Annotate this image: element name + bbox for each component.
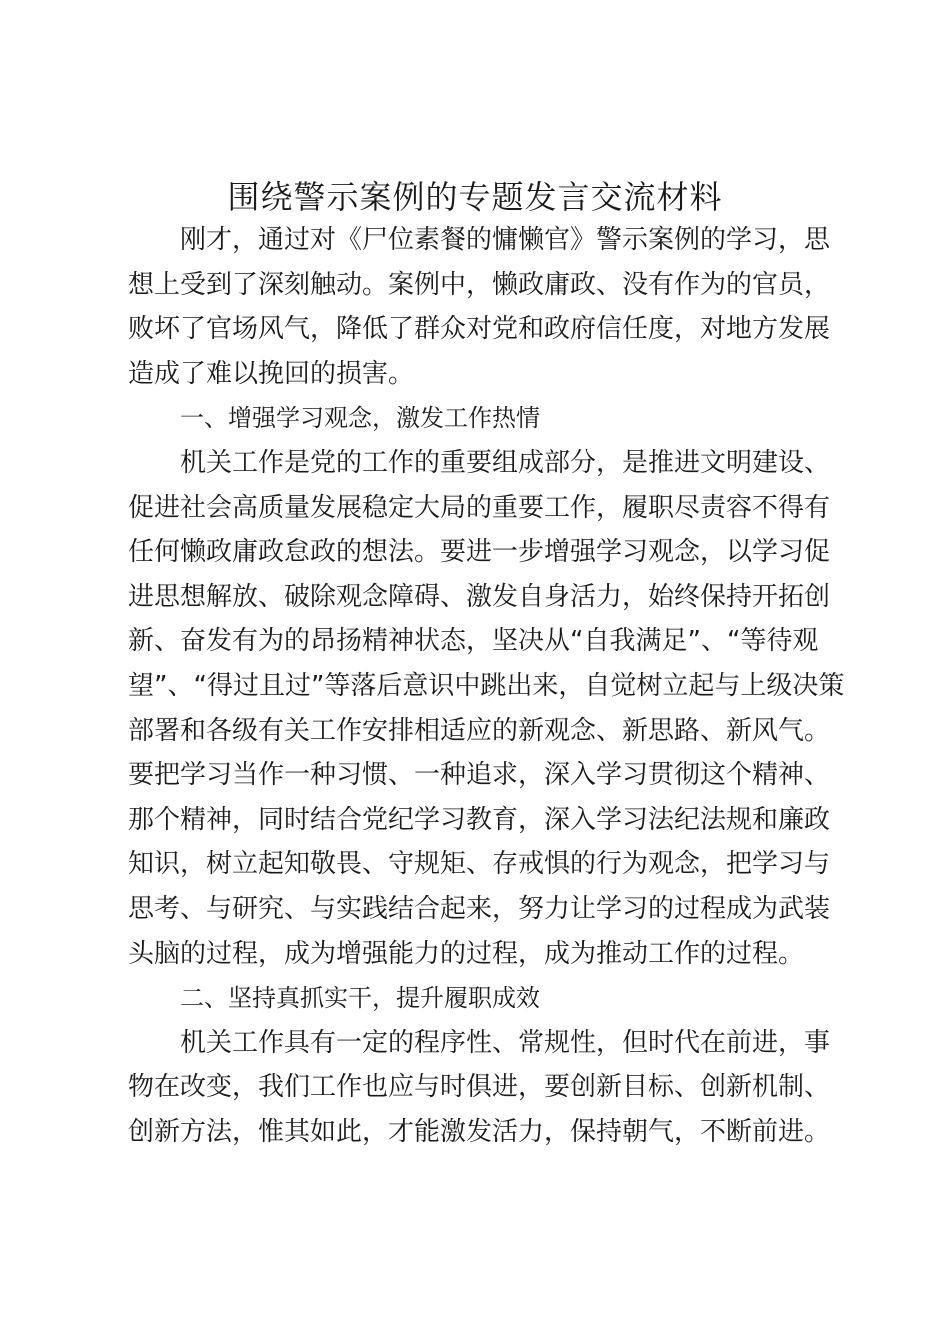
paragraph-line: 头脑的过程，成为增强能力的过程，成为推动工作的过程。 bbox=[128, 938, 805, 969]
paragraph-line: 新、奋发有为的昂扬精神状态，坚决从“自我满足”、“等待观 bbox=[128, 626, 819, 657]
paragraph-line: 创新方法，惟其如此，才能激发活力，保持朝气，不断前进。 bbox=[128, 1116, 831, 1147]
paragraph-line: 望”、“得过且过”等落后意识中跳出来，自觉树立起与上级决策 bbox=[128, 670, 845, 701]
paragraph-line: 刚才，通过对《尸位素餐的慵懒官》警示案例的学习，思 bbox=[180, 225, 831, 255]
paragraph-line: 物在改变，我们工作也应与时俱进，要创新目标、创新机制、 bbox=[128, 1072, 831, 1103]
paragraph-line: 造成了难以挽回的损害。 bbox=[128, 358, 415, 389]
paragraph-line: 那个精神，同时结合党纪学习教育，深入学习法纪法规和廉政 bbox=[128, 804, 831, 835]
paragraph-line: 想上受到了深刻触动。案例中，懒政庸政、没有作为的官员， bbox=[128, 269, 831, 300]
paragraph-line: 部署和各级有关工作安排相适应的新观念、新思路、新风气。 bbox=[128, 715, 831, 746]
paragraph-line: 进思想解放、破除观念障碍、激发自身活力，始终保持开拓创 bbox=[128, 581, 831, 612]
paragraph-line: 任何懒政庸政怠政的想法。要进一步增强学习观念，以学习促 bbox=[128, 537, 831, 568]
paragraph-line: 机关工作是党的工作的重要组成部分，是推进文明建设、 bbox=[180, 447, 831, 478]
section-heading: 二、坚持真抓实干，提升履职成效 bbox=[180, 984, 540, 1013]
paragraph-line: 知识，树立起知敬畏、守规矩、存戒惧的行为观念，把学习与 bbox=[128, 849, 831, 880]
section-heading: 一、增强学习观念，激发工作热情 bbox=[180, 404, 540, 433]
paragraph-line: 败坏了官场风气，降低了群众对党和政府信任度，对地方发展 bbox=[128, 314, 831, 345]
document-title: 围绕警示案例的专题发言交流材料 bbox=[227, 178, 723, 216]
paragraph-line: 思考、与研究、与实践结合起来，努力让学习的过程成为武装 bbox=[128, 893, 831, 924]
paragraph-line: 促进社会高质量发展稳定大局的重要工作，履职尽责容不得有 bbox=[128, 492, 831, 523]
document-body bbox=[128, 218, 845, 1154]
paragraph-line: 要把学习当作一种习惯、一种追求，深入学习贯彻这个精神、 bbox=[128, 760, 831, 791]
paragraph-line: 机关工作具有一定的程序性、常规性，但时代在前进，事 bbox=[180, 1027, 831, 1058]
